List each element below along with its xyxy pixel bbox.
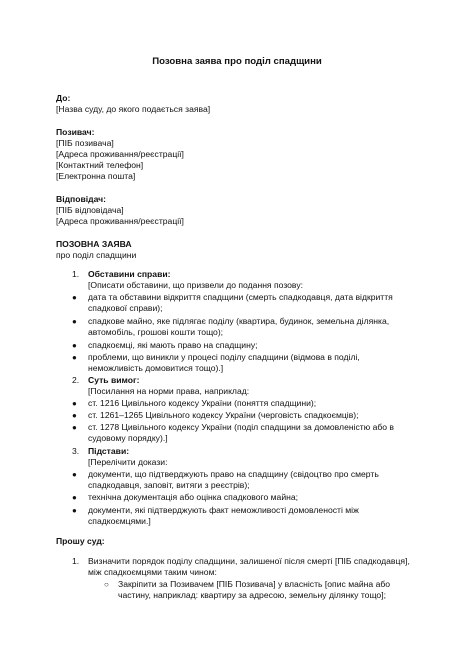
list-item-line: ст. 1278 Цивільного кодексу України (поділ спадщини за домовленістю або в xyxy=(88,422,394,432)
list-item-line: ст. 1216 Цивільного кодексу України (поняття спадщини); xyxy=(88,398,317,408)
claim-subheading: про поділ спадщини xyxy=(56,250,137,260)
to-line: [Назва суду, до якого подається заява] xyxy=(56,104,211,114)
bullet-icon: ● xyxy=(72,411,77,420)
bullet-icon: ● xyxy=(72,293,77,302)
bullet-icon: ● xyxy=(72,506,77,515)
list-item-line: неможливість домовитися тощо).] xyxy=(88,363,224,373)
bullet-icon: ● xyxy=(72,341,77,350)
list-item-line: судовому порядку).] xyxy=(88,433,168,443)
request-subitem-line: Закріпити за Позивачем [ПІБ Позивача] у власність [опис майна або xyxy=(118,579,391,589)
list-item-line: спадкової справи); xyxy=(88,303,163,313)
document-title: Позовна заява про поділ спадщини xyxy=(152,56,322,67)
bullet-icon: ● xyxy=(72,470,77,479)
list-item-line: автомобіль, грошові кошти тощо); xyxy=(88,327,224,337)
plaintiff-line: [ПІБ позивача] xyxy=(56,138,114,148)
list-item-line: документи, які підтверджують факт неможливості домовленості між xyxy=(88,505,359,515)
bullet-icon: ● xyxy=(72,423,77,432)
section-number: 1. xyxy=(72,269,80,279)
list-item-line: спадкове майно, яке підлягає поділу (квартира, будинок, земельна ділянка, xyxy=(88,316,390,326)
section-title: Обставини справи: xyxy=(88,269,171,279)
claim-heading: ПОЗОВНА ЗАЯВА xyxy=(56,239,132,249)
plaintiff-line: [Електронна пошта] xyxy=(56,171,136,181)
list-item-line: спадкоємці, які мають право на спадщину; xyxy=(88,340,258,350)
section-intro: [Посилання на норми права, наприклад: xyxy=(88,386,250,396)
list-item-line: проблеми, що виникли у процесі поділу спадщини (відмова в поділі, xyxy=(88,352,360,362)
request-item-line: Визначити порядок поділу спадщини, залишеної після смерті [ПІБ спадкодавця], xyxy=(88,556,410,566)
bullet-icon: ● xyxy=(72,399,77,408)
bullet-icon: ● xyxy=(72,353,77,362)
circle-bullet-icon: ○ xyxy=(104,580,109,589)
section-intro: [Перелічити докази: xyxy=(88,457,168,467)
request-item-number: 1. xyxy=(72,556,80,566)
defendant-line: [ПІБ відповідача] xyxy=(56,205,124,215)
section-title: Підстави: xyxy=(88,446,130,456)
defendant-line: [Адреса проживання/реєстрації] xyxy=(56,216,184,226)
list-item-line: ст. 1261–1265 Цивільного кодексу України (черговість спадкоємців); xyxy=(88,410,359,420)
section-number: 2. xyxy=(72,375,80,385)
request-subitem-line: частину, наприклад: квартиру за адресою, земельну ділянку тощо]; xyxy=(118,590,386,600)
section-number: 3. xyxy=(72,446,80,456)
plaintiff-label: Позивач: xyxy=(56,127,95,137)
defendant-label: Відповідач: xyxy=(56,194,107,204)
bullet-icon: ● xyxy=(72,493,77,502)
list-item-line: спадкоємцями.] xyxy=(88,516,151,526)
section-title: Суть вимог: xyxy=(88,375,140,385)
request-item-line: між спадкоємцями таким чином: xyxy=(88,567,217,577)
section-intro: [Описати обставини, що призвели до подання позову: xyxy=(88,280,303,290)
request-heading: Прошу суд: xyxy=(56,536,105,546)
plaintiff-line: [Контактний телефон] xyxy=(56,160,144,170)
list-item-line: дата та обставини відкриття спадщини (смерть спадкодавця, дата відкриття xyxy=(88,292,393,302)
to-label: До: xyxy=(56,93,71,103)
list-item-line: технічна документація або оцінка спадкового майна; xyxy=(88,492,299,502)
bullet-icon: ● xyxy=(72,317,77,326)
plaintiff-line: [Адреса проживання/реєстрації] xyxy=(56,149,184,159)
list-item-line: документи, що підтверджують право на спадщину (свідоцтво про смерть xyxy=(88,469,379,479)
list-item-line: спадкодавця, заповіт, витяги з реєстрів); xyxy=(88,480,250,490)
